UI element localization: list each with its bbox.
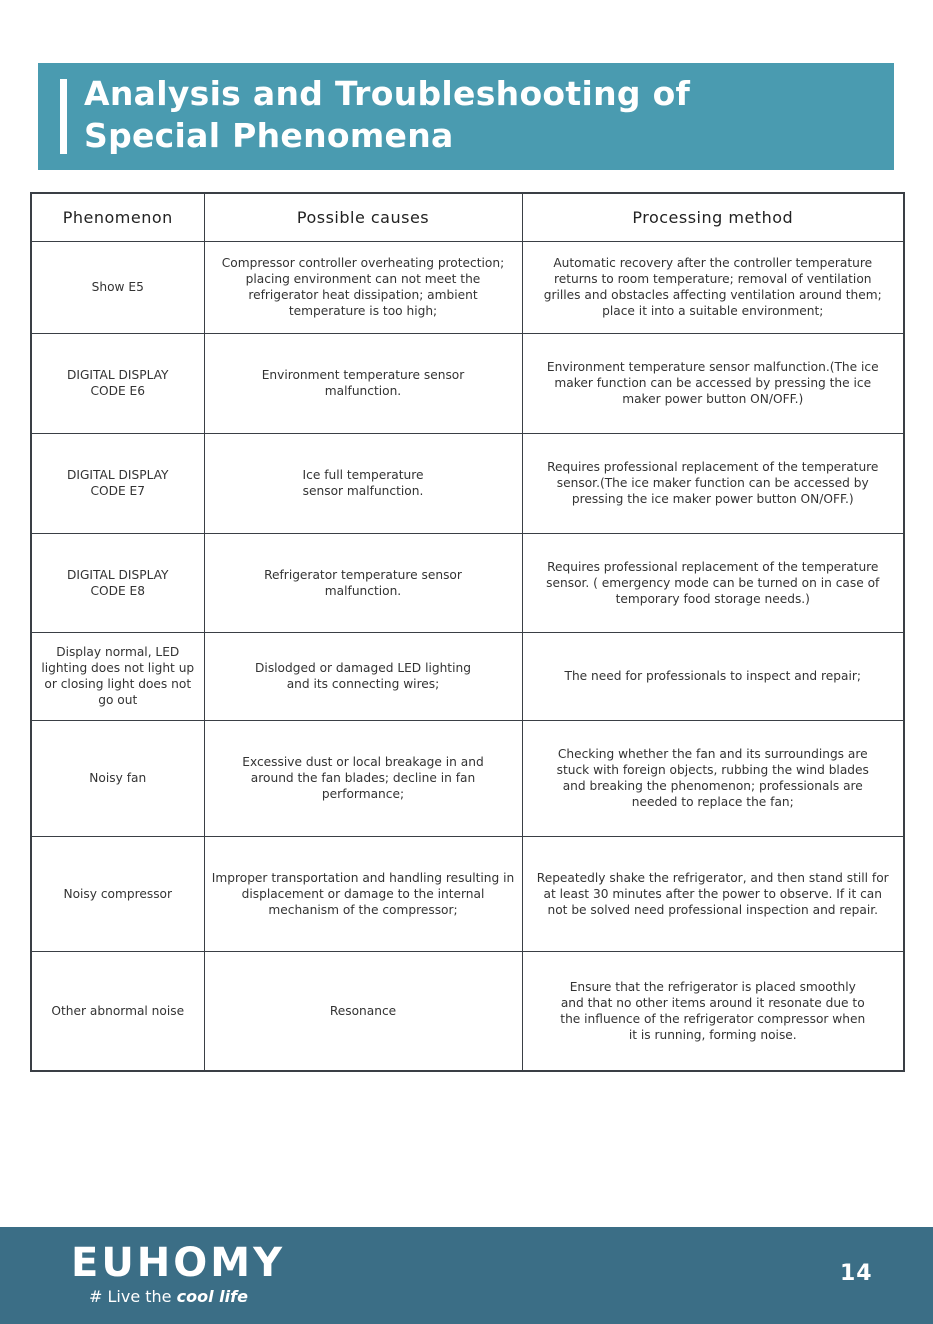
column-header-causes: Possible causes [204,193,522,241]
tagline-emphasis: cool life [176,1287,248,1306]
table-row [31,951,904,1071]
page-title [84,73,844,157]
title-banner [38,63,894,170]
page-footer [0,1227,933,1324]
method-cell: Requires professional replacement of the temperature sensor.(The ice maker function can be accessed by pressing the ice maker power button ON/OFF.) [522,433,904,533]
brand-logo: EUHOMY [71,1240,286,1286]
causes-cell: Excessive dust or local breakage in and around the fan blades; decline in fan performance; [204,720,522,836]
phenomenon-cell: Other abnormal noise [31,951,204,1071]
causes-cell: Refrigerator temperature sensor malfunction. [204,533,522,632]
method-cell: Requires professional replacement of the temperature sensor. ( emergency mode can be turned on in case of temporary food storage needs.) [522,533,904,632]
column-header-phenomenon: Phenomenon [31,193,204,241]
page-number: 14 [840,1261,873,1286]
causes-cell: Environment temperature sensor malfunction. [204,333,522,433]
causes-cell: Dislodged or damaged LED lighting and its connecting wires; [204,632,522,720]
table-row [31,632,904,720]
title-accent-bar [60,79,67,154]
page-title-line2: Special Phenomena [84,116,454,155]
method-cell: Checking whether the fan and its surroundings are stuck with foreign objects, rubbing the wind blades and breaking the phenomenon; professionals are needed to replace the fan; [522,720,904,836]
method-cell: Automatic recovery after the controller temperature returns to room temperature; removal of ventilation grilles and obstacles affecting ventilation around them; place it into a suitable environment; [522,241,904,333]
method-cell: The need for professionals to inspect and repair; [522,632,904,720]
phenomenon-cell: DIGITAL DISPLAY CODE E7 [31,433,204,533]
phenomenon-cell: Show E5 [31,241,204,333]
causes-cell: Ice full temperature sensor malfunction. [204,433,522,533]
phenomenon-cell: Display normal, LED lighting does not light up or closing light does not go out [31,632,204,720]
table-row [31,836,904,951]
causes-cell: Improper transportation and handling resulting in displacement or damage to the internal mechanism of the compressor; [204,836,522,951]
phenomenon-cell: DIGITAL DISPLAY CODE E8 [31,533,204,632]
table-row [31,533,904,632]
table-row [31,333,904,433]
method-cell: Environment temperature sensor malfunction.(The ice maker function can be accessed by pressing the ice maker power button ON/OFF.) [522,333,904,433]
phenomenon-cell: DIGITAL DISPLAY CODE E6 [31,333,204,433]
brand-tagline [89,1287,248,1307]
method-cell: Ensure that the refrigerator is placed smoothly and that no other items around it resonate due to the influence of the refrigerator compressor when it is running, forming noise. [522,951,904,1071]
table-row [31,720,904,836]
page-title-line1: Analysis and Troubleshooting of [84,74,691,113]
causes-cell: Compressor controller overheating protection; placing environment can not meet the refrigerator heat dissipation; ambient temperature is too high; [204,241,522,333]
phenomenon-cell: Noisy fan [31,720,204,836]
tagline-prefix: # Live the [89,1287,172,1306]
troubleshooting-table [30,192,905,1072]
table-header-row [31,193,904,241]
phenomenon-cell: Noisy compressor [31,836,204,951]
column-header-method: Processing method [522,193,904,241]
method-cell: Repeatedly shake the refrigerator, and then stand still for at least 30 minutes after the power to observe. If it can not be solved need professional inspection and repair. [522,836,904,951]
table-row [31,241,904,333]
table-row [31,433,904,533]
causes-cell: Resonance [204,951,522,1071]
